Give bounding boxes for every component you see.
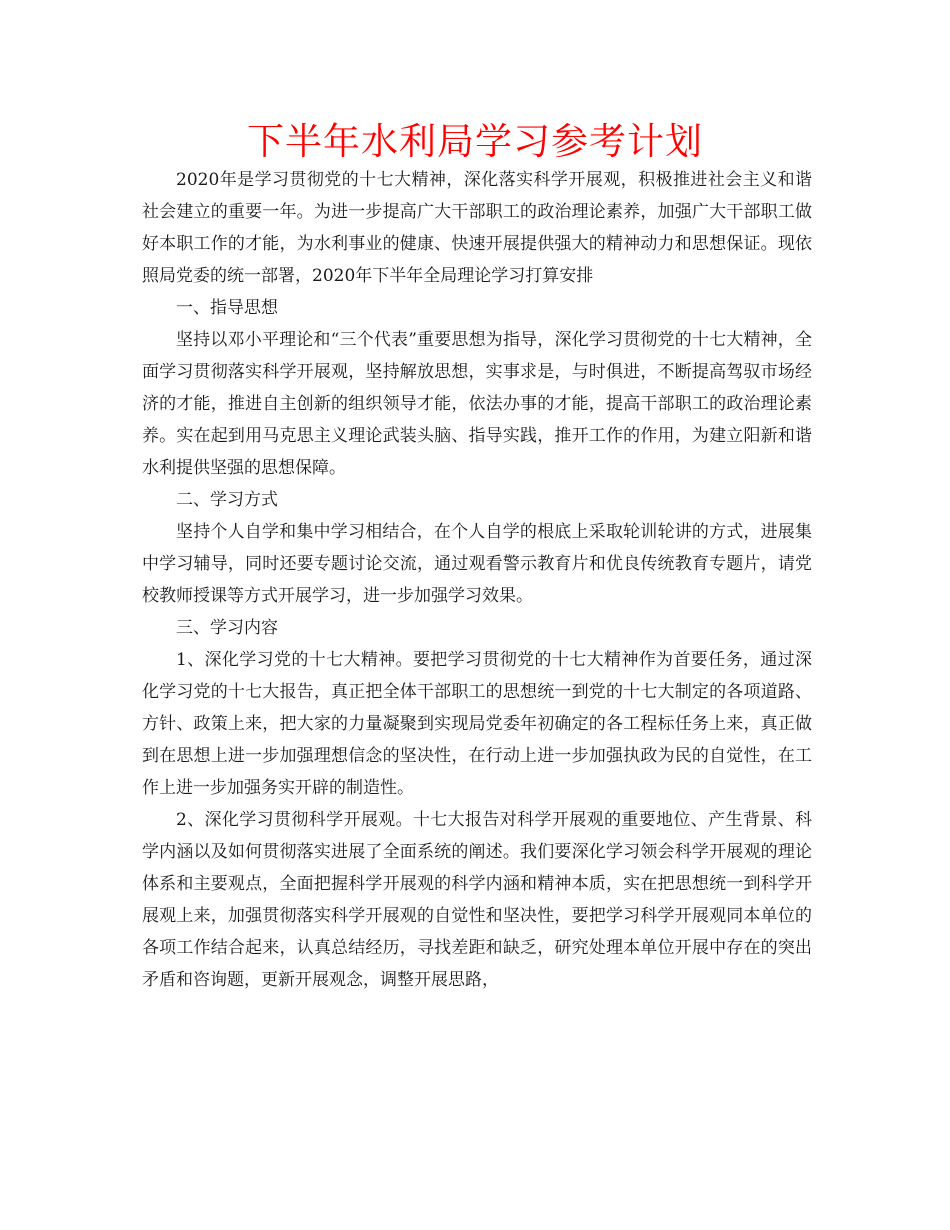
study-content-item-1: 1、深化学习党的十七大精神。要把学习贯彻党的十七大精神作为首要任务，通过深化学习党的十七大报告，真正把全体干部职工的思想统一到党的十七大制定的各项道路、方针、政策上来，把大家的力量凝聚到实现局党委年初确定的各工程标任务上来，真正做到在思想上进一步加强理想信念的坚决性，在行动上进一步加强执政为民的自觉性，在工作上进一步加强务实开辟的制造性。 [142,650,812,798]
study-method-paragraph: 坚持个人自学和集中学习相结合，在个人自学的根底上采取轮训轮讲的方式，进展集中学习辅导，同时还要专题讨论交流，通过观看警示教育片和优良传统教育专题片，请党校教师授课等方式开展学习，进一步加强学习效果。 [142,522,812,606]
document-title: 下半年水利局学习参考计划 [247,120,703,163]
guiding-thought-paragraph: 坚持以邓小平理论和“三个代表”重要思想为指导，深化学习贯彻党的十七大精神，全面学习贯彻落实科学开展观，坚持解放思想，实事求是，与时俱进，不断提高驾驭市场经济的才能，推进自主创新的组织领导才能，依法办事的才能，提高干部职工的政治理论素养。实在起到用马克思主义理论武装头脑、指导实践，推开工作的作用，为建立阳新和谐水利提供坚强的思想保障。 [142,330,812,478]
section-heading-study-content: 三、学习内容 [176,618,278,638]
section-heading-guiding-thought: 一、指导思想 [176,298,278,318]
intro-paragraph: 2020年是学习贯彻党的十七大精神，深化落实科学开展观，积极推进社会主义和谐社会建立的重要一年。为进一步提高广大干部职工的政治理论素养，加强广大干部职工做好本职工作的才能，为水利事业的健康、快速开展提供强大的精神动力和思想保证。现依照局党委的统一部署，2020年下半年全局理论学习打算安排 [142,170,812,286]
section-heading-study-method: 二、学习方式 [176,490,278,510]
study-content-item-2: 2、深化学习贯彻科学开展观。十七大报告对科学开展观的重要地位、产生背景、科学内涵以及如何贯彻落实进展了全面系统的阐述。我们要深化学习领会科学开展观的理论体系和主要观点，全面把握科学开展观的科学内涵和精神本质，实在把思想统一到科学开展观上来，加强贯彻落实科学开展观的自觉性和坚决性，要把学习科学开展观同本单位的各项工作结合起来，认真总结经历，寻找差距和缺乏，研究处理本单位开展中存在的突出矛盾和咨询题，更新开展观念，调整开展思路， [142,810,812,990]
document-body [142,164,812,996]
